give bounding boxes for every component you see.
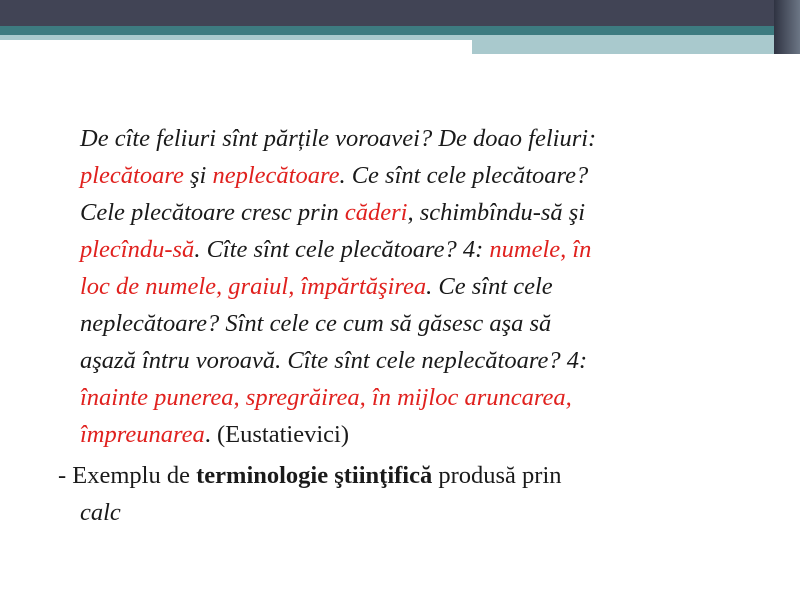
paragraph-line-1 bbox=[80, 120, 596, 158]
text-segment: neplecătoare bbox=[212, 162, 340, 189]
paragraph-line-8 bbox=[80, 379, 572, 417]
text-segment: plecîndu-să bbox=[80, 236, 195, 263]
text-segment: înainte punerea, spregrăirea, în mijloc aruncarea, bbox=[80, 384, 572, 411]
paragraph-line-7 bbox=[80, 342, 587, 380]
text-segment: împreunarea bbox=[80, 421, 205, 448]
text-segment: neplecătoare? Sînt cele ce cum să găsesc aşa să bbox=[80, 310, 552, 337]
paragraph-line-2 bbox=[80, 157, 588, 195]
text-segment: căderi bbox=[344, 199, 408, 226]
text-segment: - Exemplu de bbox=[58, 462, 197, 489]
text-segment: , schimbîndu-să şi bbox=[407, 199, 586, 226]
bullet-line-2 bbox=[80, 494, 121, 532]
paragraph-line-6 bbox=[80, 305, 551, 343]
text-segment: . Cîte sînt cele plecătoare? 4: bbox=[194, 236, 490, 263]
text-segment: Cele plecătoare cresc prin bbox=[80, 199, 345, 226]
text-segment: şi bbox=[183, 162, 213, 189]
bullet-line-1 bbox=[58, 457, 562, 495]
text-segment: De cîte feliuri sînt părțile voroavei? De doao feliuri: bbox=[80, 125, 597, 152]
text-segment: numele, în bbox=[489, 236, 592, 263]
text-segment: . (Eustatievici) bbox=[204, 421, 349, 448]
paragraph-line-4 bbox=[80, 231, 591, 269]
text-segment: calc bbox=[80, 499, 121, 526]
text-segment: . Ce sînt cele bbox=[426, 273, 553, 300]
text-segment: produsă prin bbox=[432, 462, 562, 489]
text-segment: terminologie ştiinţifică bbox=[196, 462, 433, 489]
paragraph-line-3 bbox=[80, 194, 585, 232]
paragraph-line-9 bbox=[80, 416, 349, 454]
text-segment: plecătoare bbox=[80, 162, 184, 189]
paragraph-line-5 bbox=[80, 268, 553, 306]
text-segment: aşază întru voroavă. Cîte sînt cele neplecătoare? 4: bbox=[80, 347, 588, 374]
text-segment: . Ce sînt cele plecătoare? bbox=[339, 162, 589, 189]
text-segment: loc de numele, graiul, împărtăşirea bbox=[80, 273, 427, 300]
